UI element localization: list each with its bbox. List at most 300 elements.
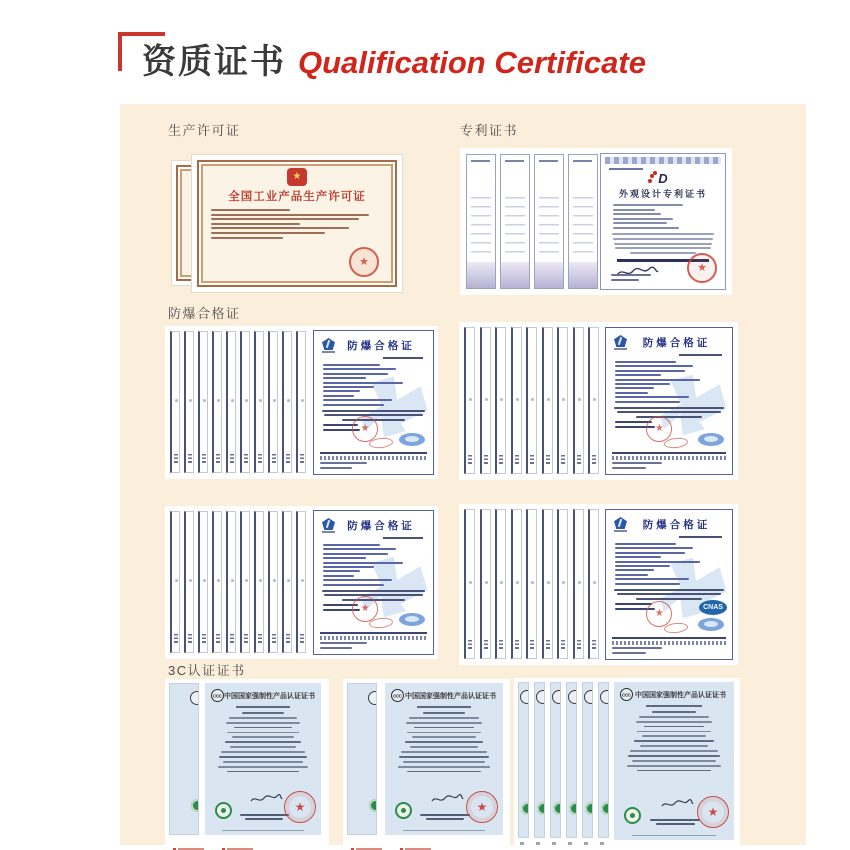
text-line-placeholder [420,814,470,816]
stacked-certificate-edge [500,154,530,289]
blue-oval-logo-icon [399,433,425,446]
stacked-certificate-edge [550,682,561,838]
text-line-placeholder [412,736,475,738]
patent-office-logo-icon: D [654,171,672,186]
text-line-placeholder [627,765,721,767]
strip-caption-dashes [520,842,612,845]
cert-text-lines [393,712,495,772]
ccc-group-3 [514,678,740,849]
stacked-certificates [347,683,377,835]
text-line-placeholder [324,594,422,596]
stacked-certificate-edge [466,154,496,289]
red-seal-icon: ★ [352,596,378,622]
stacked-certificate-edge [588,509,599,659]
text-line-placeholder [323,553,388,555]
section-label-explosion-proof: 防爆合格证 [168,306,241,321]
text-line-placeholder [227,732,299,734]
certificate-title: 防爆合格证 [347,520,415,532]
text-line-placeholder [230,746,296,748]
text-line-placeholder [211,227,349,229]
text-line-placeholder [211,232,325,234]
cert-text-lines [612,407,726,419]
certificate-title: 中国国家强制性产品认证证书 [405,692,496,700]
text-line-placeholder [226,722,300,724]
text-line-placeholder [615,379,700,381]
cert-footer [320,632,427,649]
cert-footer-line [632,835,716,837]
cert-text-lines [612,647,726,654]
text-line-placeholder [323,386,374,388]
cert-text-lines [609,233,717,254]
cert-text-lines [615,361,724,403]
corner-bracket-icon [118,32,122,71]
signature [660,798,694,810]
text-line-placeholder [615,387,654,389]
explosion-proof-group-1 [165,326,438,479]
stacked-certificates [170,331,306,473]
ccc-certificate [205,683,321,835]
stacked-certificate-edge [588,327,599,474]
cert-text-lines [211,209,383,239]
text-line-placeholder [323,364,380,366]
stacked-certificate-edge [526,509,537,659]
explosion-proof-group-4 [459,504,738,665]
text-line-placeholder [636,598,702,600]
text-line-placeholder [223,761,303,763]
signature [430,793,464,805]
cert-footer-line [222,830,303,832]
text-line-placeholder [612,647,662,649]
ccc-mark-text: CCC [393,692,402,699]
text-line-placeholder [617,411,722,413]
cert-text-lines [611,272,651,281]
stacked-certificate-edge [557,509,568,659]
text-line-placeholder [322,590,425,592]
text-line-placeholder [613,227,679,229]
cert-number-line [236,706,289,708]
stacked-certificate-edge [268,331,278,473]
cert-text-lines [323,604,433,611]
cert-header [614,517,724,532]
cert-header [322,338,425,353]
stacked-certificate-edge [598,682,609,838]
text-line-placeholder [636,721,713,723]
text-line-placeholder [615,247,710,249]
ccc-group-1 [165,679,329,846]
text-line-placeholder [615,578,689,580]
text-line-placeholder [636,416,702,418]
blue-oval-logo-icon [698,618,724,631]
text-line-placeholder [615,383,670,385]
stacked-certificates [464,327,599,474]
stacked-certificate-edge [212,511,222,653]
blue-oval-logo-icon [698,433,724,446]
stacked-certificate-edge [480,327,491,474]
text-line-placeholder [221,751,305,753]
stacked-certificate-edge [511,509,522,659]
explosion-proof-certificate [605,509,733,660]
cert-text-lines [613,204,713,229]
text-line-placeholder [652,711,696,713]
stacked-certificate-edge [480,509,491,659]
text-line-placeholder [613,222,667,224]
text-line-placeholder [634,740,713,742]
cert-text-lines [615,543,724,585]
text-line-placeholder [644,726,704,728]
text-line-placeholder [323,544,380,546]
text-line-placeholder [323,584,384,586]
stacked-certificate-edge [184,331,194,473]
stacked-certificate-edge [169,683,199,835]
text-line-placeholder [630,750,717,752]
stacked-certificate-edge [526,327,537,474]
text-line-placeholder [323,395,354,397]
explosion-proof-certificate [313,330,434,475]
stacked-certificate-edge [198,511,208,653]
signature [249,793,283,805]
text-line-placeholder [613,213,661,215]
certification-body-logo-icon [614,335,629,350]
cert-header [620,688,728,701]
text-line-placeholder [640,745,709,747]
stacked-certificate-edge [226,331,236,473]
text-line-placeholder [323,579,392,581]
ccc-certificate [614,682,734,840]
text-line-placeholder [656,823,695,825]
text-line-placeholder [323,368,396,370]
certificate-title: 全国工业产品生产许可证 [228,191,366,203]
text-line-placeholder [615,569,654,571]
text-line-placeholder [423,712,466,714]
text-line-placeholder [614,589,723,591]
cert-number-line [417,706,471,708]
stacked-certificates [518,682,609,838]
ccc-certificate [385,683,503,835]
cert-text-lines [320,462,427,469]
cert-text-lines [323,424,433,431]
certification-body-logo-icon [322,518,337,533]
red-seal-icon: ★ [349,247,379,277]
cert-header [211,689,315,702]
cert-text-lines [622,711,726,771]
stacked-certificate-edge [254,511,264,653]
text-line-placeholder [407,771,480,773]
stacked-certificates [169,683,199,835]
text-line-placeholder [320,647,352,649]
text-line-placeholder [615,396,689,398]
text-line-placeholder [229,717,297,719]
text-line-placeholder [323,382,403,384]
text-line-placeholder [211,214,369,216]
text-line-placeholder [410,746,477,748]
production-license-certificate [192,155,402,292]
text-line-placeholder [409,717,478,719]
stacked-certificate-edge [282,331,292,473]
text-line-placeholder [403,761,485,763]
cert-footer [612,637,726,654]
stacked-certificates [464,509,599,659]
cnas-logo: CNAS [699,600,727,615]
text-line-placeholder [405,741,483,743]
red-star-seal-icon: ★ [697,796,729,828]
text-line-placeholder [324,414,422,416]
text-line-placeholder [611,274,651,276]
text-line-placeholder [613,209,655,211]
stacked-certificate-edge [226,511,236,653]
cert-text-lines [213,712,313,772]
text-line-placeholder [323,562,403,564]
stacked-certificate-edge [518,682,529,838]
ccc-mark-icon [620,688,633,701]
text-line-placeholder [615,561,700,563]
text-line-placeholder [211,209,290,211]
text-line-placeholder [245,818,283,820]
red-seal-icon: ★ [646,601,672,627]
stacked-certificate-edge [566,682,577,838]
text-line-placeholder [232,736,294,738]
text-line-placeholder [612,652,646,654]
text-line-placeholder [322,410,425,412]
text-line-placeholder [323,557,366,559]
cert-text-lines [615,421,732,428]
text-line-placeholder [642,735,706,737]
text-line-placeholder [399,756,489,758]
cert-text-lines [323,544,425,586]
stacked-certificates [466,154,598,289]
text-line-placeholder [612,233,714,235]
text-line-placeholder [615,547,693,549]
ccc-mark-icon [211,689,224,702]
red-star-seal-icon: ★ [284,791,316,823]
stacked-certificate-edge [296,331,306,473]
text-line-placeholder [323,404,384,406]
stacked-certificate-edge [534,154,564,289]
text-line-placeholder [615,574,648,576]
stacked-certificate-edge [542,327,553,474]
text-line-placeholder [234,727,292,729]
certificate-title: 防爆合格证 [347,340,415,352]
cert-header [322,518,425,533]
certification-body-logo-icon [322,338,337,353]
cert-text-lines [320,642,427,649]
certificate-title: 防爆合格证 [642,519,711,531]
text-line-placeholder [211,223,300,225]
section-label-patent: 专利证书 [460,123,519,138]
production-license-group [172,155,402,292]
text-line-placeholder [613,204,683,206]
text-line-placeholder [323,390,360,392]
caption-row [173,838,267,843]
text-line-placeholder [242,712,284,714]
cert-text-lines [612,589,726,601]
cert-text-lines [612,462,726,469]
text-line-placeholder [225,741,301,743]
stacked-certificate-edge [212,331,222,473]
text-line-placeholder [426,818,465,820]
explosion-proof-group-3 [165,506,438,659]
caption-row [618,841,663,846]
stacked-certificate-edge [170,331,180,473]
text-line-placeholder [639,716,710,718]
text-line-placeholder [637,731,712,733]
text-line-placeholder [227,771,299,773]
certificate-frame [197,160,397,287]
red-seal-icon: ★ [352,416,378,442]
text-line-placeholder [615,556,661,558]
certificate-title: 中国国家强制性产品认证证书 [635,691,726,699]
stacked-certificate-edge [464,509,475,659]
patent-certificate [600,153,726,290]
ccc-group-2 [343,679,510,846]
stacked-certificate-edge [573,327,584,474]
text-line-placeholder [613,218,673,220]
stacked-certificate-edge [170,511,180,653]
text-line-placeholder [615,552,685,554]
cert-number-line [383,357,423,359]
ccc-mark-text: CCC [622,691,631,698]
text-line-placeholder [407,732,480,734]
stacked-certificate-edge [464,327,475,474]
page-title-en: Qualification Certificate [298,45,646,80]
cert-footer [612,452,726,469]
text-line-placeholder [632,760,715,762]
text-line-placeholder [615,374,661,376]
explosion-proof-certificate [313,510,434,655]
stacked-certificate-edge [534,682,545,838]
text-line-placeholder [320,462,367,464]
stacked-certificate-edge [268,511,278,653]
cert-footer-line [403,830,486,832]
text-line-placeholder [320,467,352,469]
text-line-placeholder [320,642,367,644]
text-line-placeholder [323,548,396,550]
text-line-placeholder [615,370,685,372]
text-line-placeholder [615,543,676,545]
text-line-placeholder [323,399,392,401]
text-line-placeholder [628,755,720,757]
certification-body-logo-icon [614,517,629,532]
text-line-placeholder [211,218,359,220]
text-line-placeholder [323,575,354,577]
text-line-placeholder [414,727,473,729]
issuer-lines [420,811,470,820]
stacked-certificate-edge [582,682,593,838]
section-label-ccc: 3C认证证书 [168,663,246,678]
cert-footer [320,452,427,469]
page-title-zh: 资质证书 [142,43,286,81]
text-line-placeholder [398,766,490,768]
stacked-certificate-edge [240,511,250,653]
page-title [142,42,646,89]
caption-row [351,838,445,843]
section-label-production-license: 生产许可证 [168,123,241,138]
stacked-certificate-edge [347,683,377,835]
cert-number-line [679,536,722,538]
cert-number-line [609,168,643,170]
stacked-certificate-edge [573,509,584,659]
green-stamp-icon [215,802,232,819]
stacked-certificate-edge [254,331,264,473]
text-line-placeholder [615,565,670,567]
stacked-certificate-edge [511,327,522,474]
certificate-title: 防爆合格证 [642,337,711,349]
text-line-placeholder [615,401,680,403]
national-emblem-icon: ★ [287,168,307,186]
text-line-placeholder [612,467,646,469]
stacked-certificate-edge [296,511,306,653]
text-line-placeholder [615,365,693,367]
red-star-seal-icon: ★ [466,791,498,823]
text-line-placeholder [617,593,722,595]
text-line-placeholder [637,770,712,772]
text-line-placeholder [323,566,374,568]
stacked-certificates [170,511,306,653]
text-line-placeholder [323,570,360,572]
stacked-certificate-edge [282,511,292,653]
cert-number-line [679,354,722,356]
cert-number-line [646,705,701,707]
cert-number-line [383,537,423,539]
green-stamp-icon [395,802,412,819]
blue-oval-logo-icon [399,613,425,626]
text-line-placeholder [323,373,388,375]
red-seal-icon: ★ [646,416,672,442]
text-line-placeholder [615,603,652,605]
patent-certificates-group [460,148,732,295]
stacked-certificate-edge [198,331,208,473]
text-line-placeholder [615,583,680,585]
text-line-placeholder [211,237,283,239]
text-line-placeholder [612,462,662,464]
corner-bracket-icon [118,32,165,36]
text-line-placeholder [323,377,366,379]
text-line-placeholder [401,751,487,753]
ccc-mark-text: CCC [213,692,222,699]
certificate-title: 外观设计专利证书 [618,189,707,199]
text-line-placeholder [614,243,711,245]
text-line-placeholder [614,407,723,409]
cert-header [391,689,497,702]
stacked-certificate-edge [184,511,194,653]
certificate-title: 中国国家强制性产品认证证书 [224,692,315,700]
text-line-placeholder [615,361,676,363]
ccc-mark-icon [391,689,404,702]
text-line-placeholder [650,819,700,821]
explosion-proof-group-2 [459,322,738,480]
stacked-certificate-edge [568,154,598,289]
stacked-certificate-edge [495,509,506,659]
text-line-placeholder [406,722,481,724]
cert-header [614,335,724,350]
text-line-placeholder [615,392,648,394]
text-line-placeholder [613,238,712,240]
green-stamp-icon [624,807,641,824]
red-seal-icon: ★ [687,253,717,283]
stacked-certificate-edge [495,327,506,474]
text-line-placeholder [240,814,289,816]
cert-text-lines [323,364,425,406]
text-line-placeholder [219,756,307,758]
text-line-placeholder [218,766,308,768]
issuer-lines [240,811,289,820]
issuer-lines [650,816,700,825]
stacked-certificate-edge [557,327,568,474]
text-line-placeholder [630,252,697,254]
explosion-proof-certificate [605,327,733,475]
decorative-border [605,157,721,164]
stacked-certificate-edge [240,331,250,473]
stacked-certificate-edge [542,509,553,659]
